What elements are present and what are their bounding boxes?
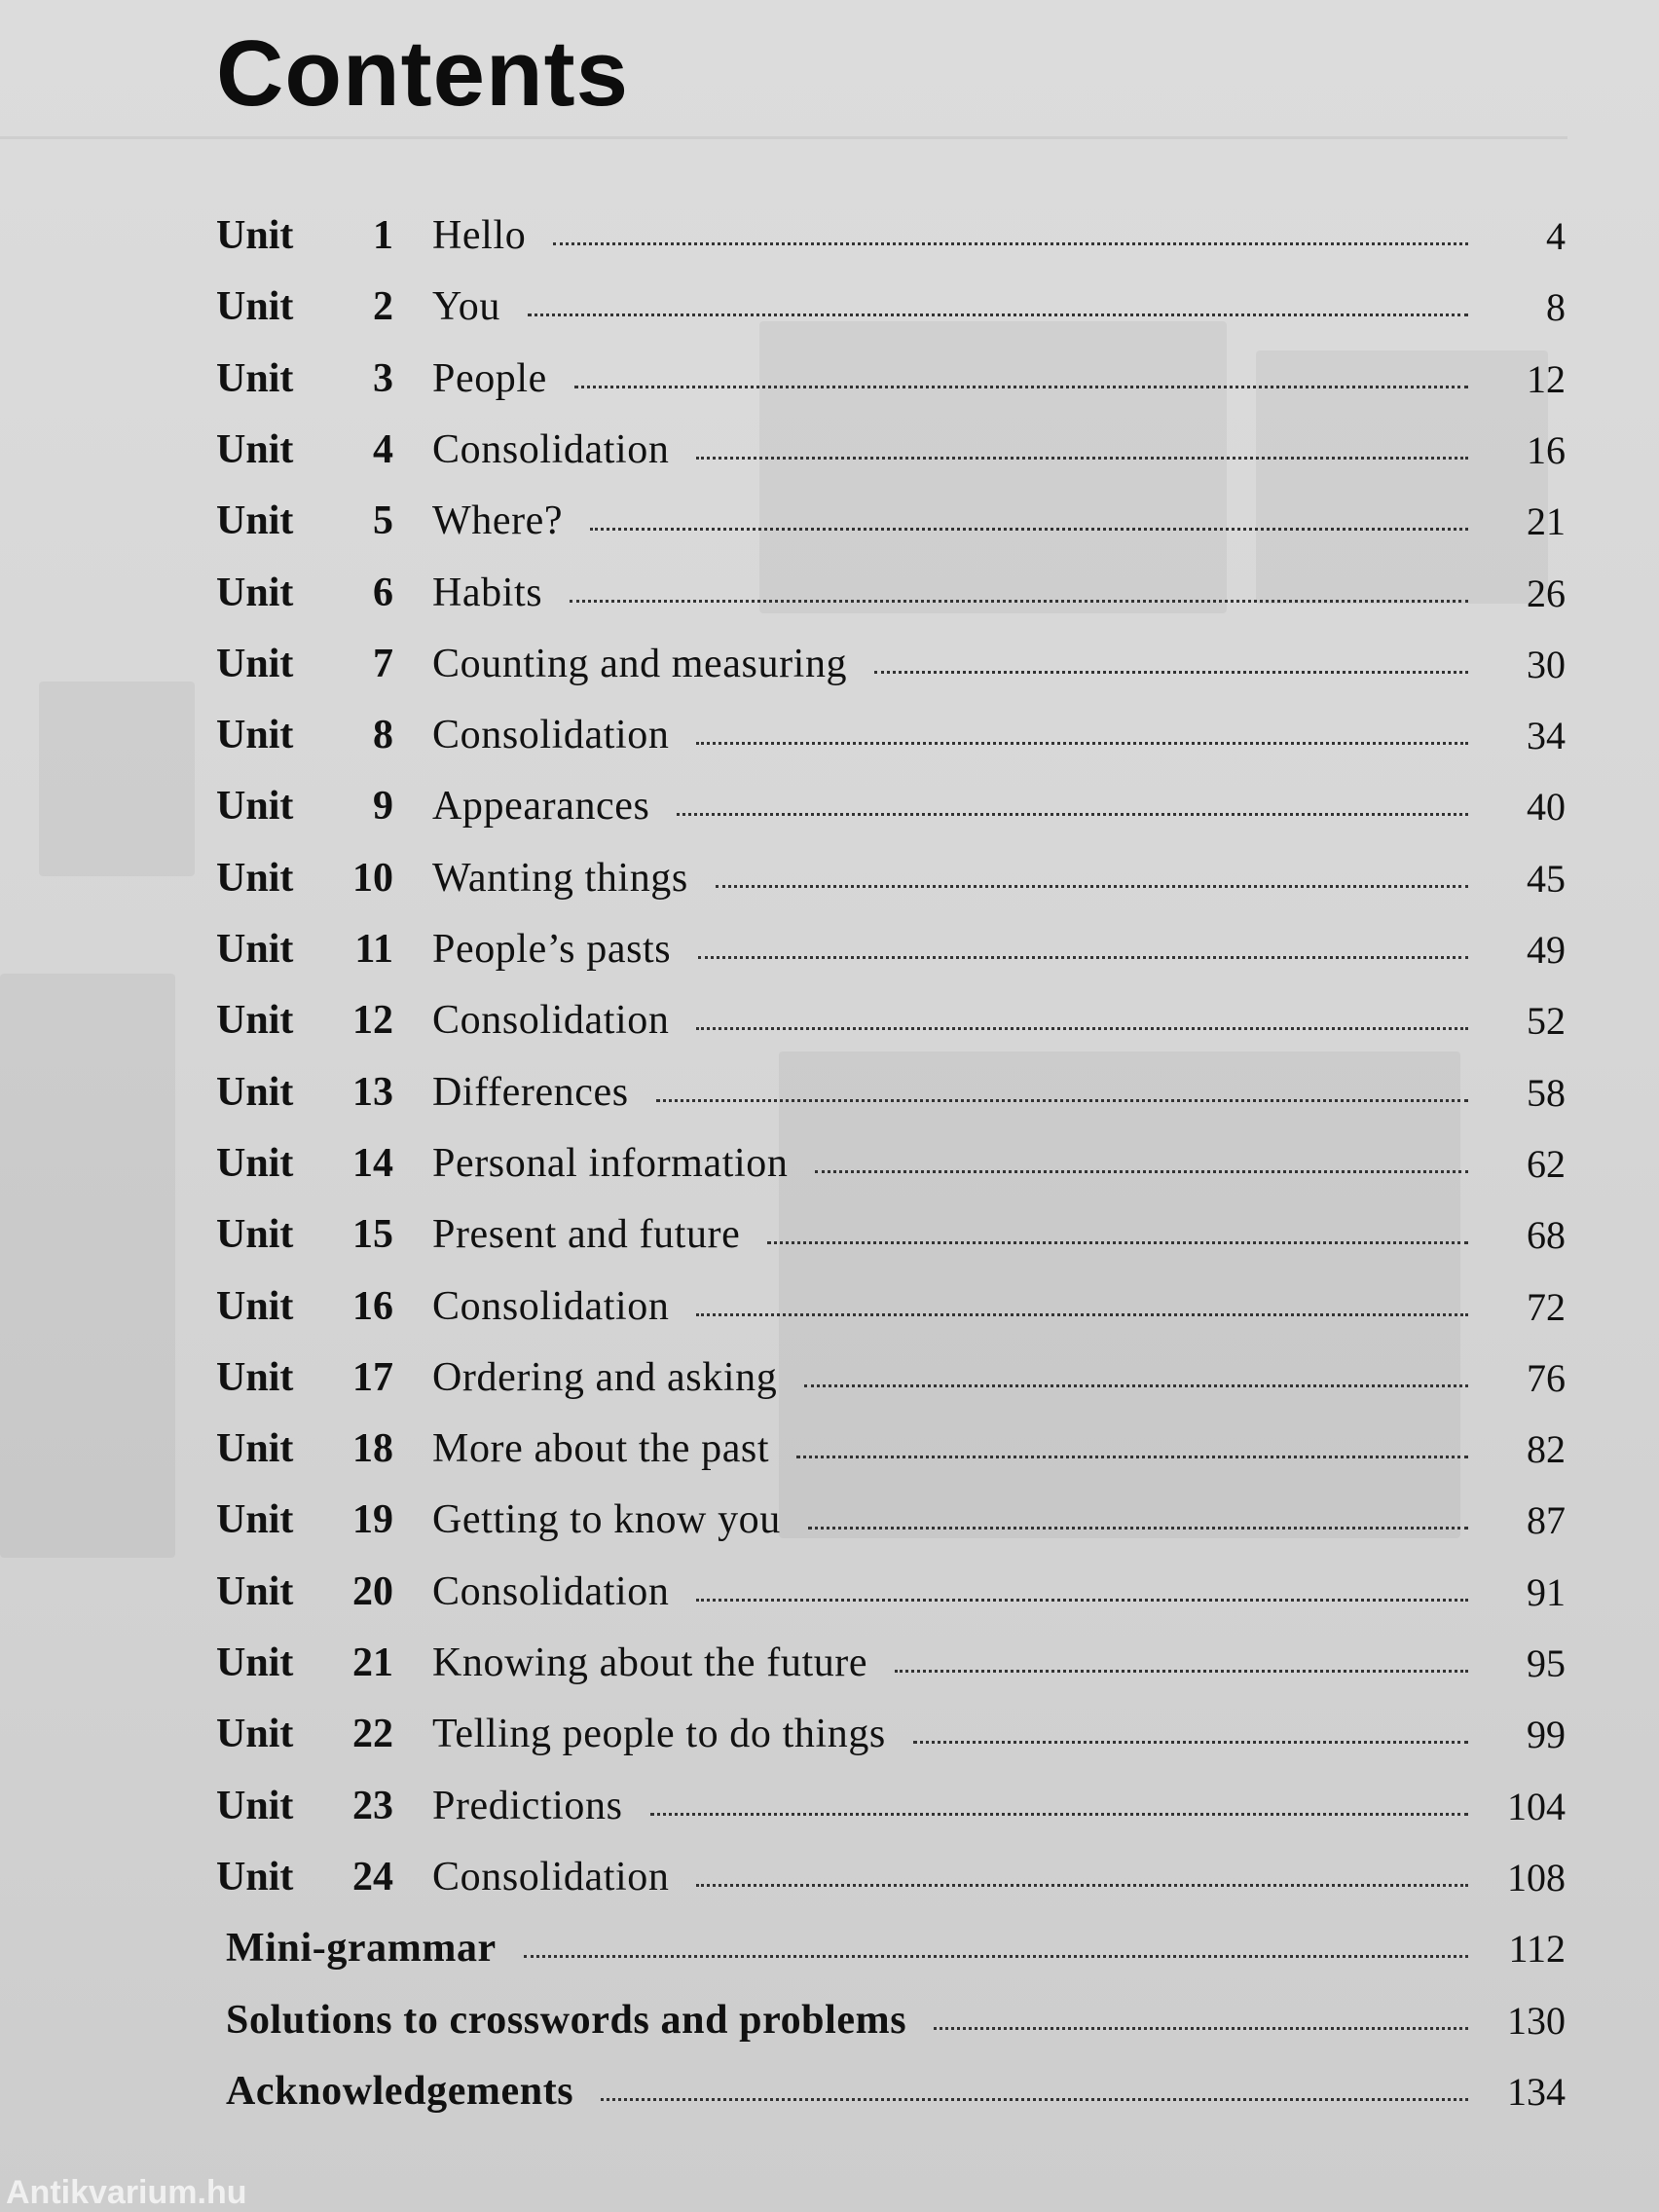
toc-entry: [216, 277, 1566, 336]
page-number: 76: [1527, 1355, 1566, 1400]
page-number: 26: [1527, 571, 1566, 615]
dot-leader: [696, 1599, 1468, 1602]
toc-entry: [216, 1205, 1566, 1264]
unit-title: Consolidation: [432, 427, 670, 472]
unit-label: [216, 997, 393, 1044]
unit-title: Ordering and asking: [432, 1355, 778, 1400]
toc-entry: [216, 1848, 1566, 1906]
unit-title: Personal information: [432, 1141, 789, 1186]
unit-word: Unit: [216, 1426, 294, 1471]
toc-entry: [216, 1348, 1566, 1407]
unit-title: Knowing about the future: [432, 1641, 868, 1685]
unit-title: Present and future: [432, 1212, 741, 1257]
unit-label: [216, 1496, 393, 1543]
unit-number: 3: [373, 356, 393, 401]
unit-word: Unit: [216, 1212, 294, 1257]
toc-entry: [216, 777, 1566, 835]
toc-entry: [216, 706, 1566, 764]
toc-entry: [216, 1063, 1566, 1122]
unit-label: [216, 283, 393, 330]
page-number: 95: [1527, 1641, 1566, 1685]
toc-entry: [216, 1705, 1566, 1763]
dot-leader: [913, 1741, 1468, 1744]
page-number: 99: [1527, 1712, 1566, 1756]
unit-title: Hello: [432, 213, 527, 258]
toc-entry: [216, 1277, 1566, 1336]
unit-label: [216, 1283, 393, 1330]
unit-title: Telling people to do things: [432, 1712, 886, 1756]
unit-number: 9: [373, 784, 393, 829]
page-number: 16: [1527, 427, 1566, 472]
toc-entry: [216, 492, 1566, 550]
unit-word: Unit: [216, 427, 294, 472]
unit-title: People’s pasts: [432, 927, 672, 972]
unit-title: You: [432, 284, 500, 329]
unit-number: 10: [352, 856, 393, 901]
dot-leader: [524, 1955, 1468, 1958]
unit-number: 1: [373, 213, 393, 258]
unit-label: [216, 1854, 393, 1900]
page-number: 30: [1527, 642, 1566, 686]
unit-word: Unit: [216, 1569, 294, 1614]
unit-number: 19: [352, 1497, 393, 1542]
dot-leader: [650, 1813, 1468, 1816]
unit-word: Unit: [216, 1784, 294, 1828]
page-number: 40: [1527, 784, 1566, 829]
unit-label: [216, 926, 393, 973]
unit-word: Unit: [216, 1070, 294, 1115]
page-number: 8: [1546, 284, 1566, 329]
dot-leader: [716, 885, 1468, 888]
toc-entry-special: [216, 1919, 1566, 1977]
unit-word: Unit: [216, 713, 294, 757]
dot-leader: [553, 242, 1468, 245]
watermark-text: Antikvarium.hu: [6, 2174, 247, 2211]
unit-title: Appearances: [432, 784, 650, 829]
unit-label: [216, 498, 393, 544]
page-number: 34: [1527, 713, 1566, 757]
unit-word: Unit: [216, 213, 294, 258]
toc-entry: [216, 350, 1566, 408]
unit-number: 4: [373, 427, 393, 472]
unit-word: Unit: [216, 1497, 294, 1542]
toc-entry: [216, 849, 1566, 907]
dot-leader: [590, 528, 1468, 531]
page-number: 4: [1546, 213, 1566, 258]
dot-leader: [698, 956, 1468, 959]
section-title: Solutions to crosswords and problems: [226, 1998, 907, 2043]
toc-entry-special: [216, 1991, 1566, 2049]
unit-label: [216, 783, 393, 830]
unit-title: Predictions: [432, 1784, 623, 1828]
unit-word: Unit: [216, 642, 294, 686]
unit-number: 8: [373, 713, 393, 757]
dot-leader: [528, 313, 1468, 316]
page-number: 112: [1508, 1926, 1566, 1971]
dot-leader: [574, 386, 1468, 388]
dot-leader: [796, 1456, 1468, 1458]
unit-title: Where?: [432, 498, 564, 543]
unit-label: [216, 1425, 393, 1472]
unit-number: 21: [352, 1641, 393, 1685]
unit-number: 22: [352, 1712, 393, 1756]
page-number: 72: [1527, 1284, 1566, 1329]
unit-number: 24: [352, 1855, 393, 1899]
unit-number: 7: [373, 642, 393, 686]
page-number: 49: [1527, 927, 1566, 972]
unit-word: Unit: [216, 356, 294, 401]
unit-word: Unit: [216, 1355, 294, 1400]
dot-leader: [696, 1027, 1468, 1030]
page-number: 68: [1527, 1212, 1566, 1257]
page-number: 58: [1527, 1070, 1566, 1115]
unit-number: 17: [352, 1355, 393, 1400]
toc-entry: [216, 1419, 1566, 1478]
page-number: 45: [1527, 856, 1566, 901]
unit-title: Consolidation: [432, 1855, 670, 1899]
unit-number: 6: [373, 571, 393, 615]
unit-title: Consolidation: [432, 1284, 670, 1329]
dot-leader: [677, 813, 1468, 816]
dot-leader: [804, 1384, 1468, 1387]
toc-entry: [216, 635, 1566, 693]
unit-number: 13: [352, 1070, 393, 1115]
dot-leader: [696, 1313, 1468, 1316]
page-number: 91: [1527, 1569, 1566, 1614]
toc-entry: [216, 991, 1566, 1050]
unit-label: [216, 1640, 393, 1686]
unit-number: 18: [352, 1426, 393, 1471]
unit-word: Unit: [216, 1712, 294, 1756]
unit-number: 14: [352, 1141, 393, 1186]
unit-title: Getting to know you: [432, 1497, 781, 1542]
unit-label: [216, 855, 393, 902]
unit-word: Unit: [216, 856, 294, 901]
toc-entry: [216, 206, 1566, 265]
unit-label: [216, 570, 393, 616]
unit-number: 2: [373, 284, 393, 329]
unit-title: Habits: [432, 571, 543, 615]
unit-label: [216, 1783, 393, 1829]
unit-word: Unit: [216, 927, 294, 972]
dot-leader: [601, 2098, 1468, 2101]
page-title: Contents: [216, 21, 629, 126]
unit-number: 11: [354, 927, 393, 972]
unit-title: Consolidation: [432, 998, 670, 1043]
toc-entry: [216, 1777, 1566, 1835]
toc-entry: [216, 920, 1566, 978]
page-number: 52: [1527, 998, 1566, 1043]
toc-entry-special: [216, 2062, 1566, 2120]
dot-leader: [874, 671, 1468, 674]
unit-label: [216, 1069, 393, 1116]
unit-title: People: [432, 356, 547, 401]
unit-label: [216, 212, 393, 259]
dot-leader: [696, 1884, 1468, 1887]
unit-title: More about the past: [432, 1426, 770, 1471]
unit-number: 15: [352, 1212, 393, 1257]
page-number: 12: [1527, 356, 1566, 401]
unit-title: Wanting things: [432, 856, 688, 901]
toc-entry: [216, 421, 1566, 479]
unit-word: Unit: [216, 1141, 294, 1186]
unit-title: Differences: [432, 1070, 629, 1115]
dot-leader: [656, 1099, 1468, 1102]
unit-title: Counting and measuring: [432, 642, 848, 686]
unit-label: [216, 1354, 393, 1401]
page-number: 130: [1507, 1998, 1566, 2043]
section-title: Mini-grammar: [226, 1926, 497, 1971]
toc-entry: [216, 1134, 1566, 1193]
dot-leader: [696, 457, 1468, 460]
dot-leader: [767, 1241, 1468, 1244]
page-number: 87: [1527, 1497, 1566, 1542]
dot-leader: [696, 742, 1468, 745]
unit-word: Unit: [216, 571, 294, 615]
unit-word: Unit: [216, 998, 294, 1043]
page-number: 62: [1527, 1141, 1566, 1186]
unit-number: 23: [352, 1784, 393, 1828]
unit-label: [216, 1568, 393, 1615]
unit-number: 16: [352, 1284, 393, 1329]
unit-word: Unit: [216, 1855, 294, 1899]
unit-label: [216, 355, 393, 402]
toc-entry: [216, 1634, 1566, 1692]
unit-label: [216, 1711, 393, 1757]
page-number: 104: [1507, 1784, 1566, 1828]
unit-number: 5: [373, 498, 393, 543]
unit-label: [216, 1140, 393, 1187]
unit-word: Unit: [216, 284, 294, 329]
section-title: Acknowledgements: [226, 2069, 574, 2114]
page-number: 82: [1527, 1426, 1566, 1471]
unit-number: 12: [352, 998, 393, 1043]
toc-entry: [216, 564, 1566, 622]
page-number: 21: [1527, 498, 1566, 543]
unit-label: [216, 641, 393, 687]
unit-title: Consolidation: [432, 713, 670, 757]
dot-leader: [895, 1670, 1468, 1673]
dot-leader: [808, 1527, 1468, 1530]
unit-word: Unit: [216, 784, 294, 829]
unit-label: [216, 426, 393, 473]
unit-word: Unit: [216, 1284, 294, 1329]
dot-leader: [934, 2027, 1468, 2030]
unit-word: Unit: [216, 498, 294, 543]
unit-number: 20: [352, 1569, 393, 1614]
toc-entry: [216, 1563, 1566, 1621]
unit-title: Consolidation: [432, 1569, 670, 1614]
toc-entry: [216, 1491, 1566, 1549]
page-number: 134: [1507, 2069, 1566, 2114]
unit-word: Unit: [216, 1641, 294, 1685]
unit-label: [216, 712, 393, 758]
dot-leader: [815, 1170, 1468, 1173]
unit-label: [216, 1211, 393, 1258]
dot-leader: [570, 600, 1468, 603]
page-number: 108: [1507, 1855, 1566, 1899]
